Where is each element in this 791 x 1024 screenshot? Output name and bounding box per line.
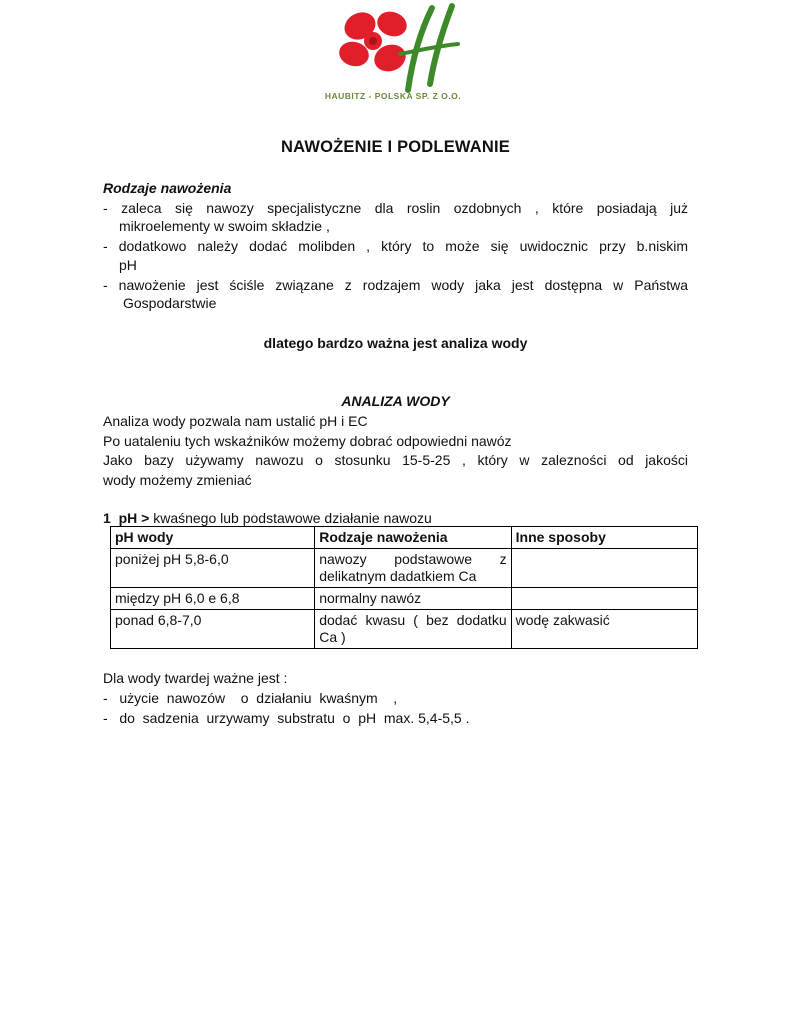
table-cell-fertilization: [315, 549, 511, 588]
table-cell-ph: między pH 6,0 e 6,8: [111, 588, 315, 610]
table-header-cell: Rodzaje nawożenia: [315, 527, 511, 549]
section-heading-water-analysis: ANALIZA WODY: [341, 393, 450, 409]
cell-line: Ca ): [319, 629, 346, 645]
table-header-cell: Inne sposoby: [511, 527, 697, 549]
paragraph-line: Analiza wody pozwala nam ustalić pH i EC: [103, 413, 368, 429]
table-header-row: [111, 527, 698, 549]
table-row: [111, 588, 698, 610]
list-item-line: - do sadzenia urzywamy substratu o pH max. 5,4-5,5 .: [103, 710, 470, 726]
list-item-continuation: Gospodarstwie: [123, 295, 217, 311]
logo-caption: HAUBITZ - POLSKA SP. Z O.O.: [324, 91, 462, 101]
paragraph-line: Po uataleniu tych wskaźników możemy dobrać odpowiedni nawóz: [103, 433, 512, 449]
cell-line: delikatnym dadatkiem Ca: [319, 568, 477, 584]
table-caption: [103, 509, 432, 527]
paragraph-line: Jako bazy używamy nawozu o stosunku 15-5-25 , który w zalezności od jakości: [103, 452, 688, 468]
table-row: [111, 549, 698, 588]
list-item-line: - użycie nawozów o działaniu kwaśnym ,: [103, 690, 398, 706]
table-cell-fertilization: normalny nawóz: [315, 588, 511, 610]
paragraph-line: Dla wody twardej ważne jest :: [103, 670, 288, 686]
table-header-cell: pH wody: [111, 527, 315, 549]
cell-line: dodać kwasu ( bez dodatku: [319, 612, 507, 628]
list-item-line: - nawożenie jest ściśle związane z rodzajem wody jaka jest dostępna w Państwa: [103, 277, 688, 293]
paragraph-line: wody możemy zmieniać: [103, 472, 252, 488]
table-cell-other: wodę zakwasić: [511, 610, 697, 649]
table-cell-other: [511, 588, 697, 610]
document-title: NAWOŻENIE I PODLEWANIE: [281, 138, 510, 156]
list-item-continuation: mikroelementy w swoim składzie ,: [119, 218, 330, 234]
table-cell-other: [511, 549, 697, 588]
emphasis-line: dlatego bardzo ważna jest analiza wody: [263, 335, 528, 351]
fertilization-table: [110, 526, 698, 649]
flower-icon: [336, 7, 410, 75]
table-caption-ph: pH >: [118, 510, 150, 526]
cell-line: nawozy podstawowe z: [319, 551, 507, 567]
table-cell-ph: ponad 6,8-7,0: [111, 610, 315, 649]
list-item-continuation: pH: [119, 257, 137, 273]
table-caption-text: kwaśnego lub podstawowe działanie nawozu: [149, 510, 432, 526]
company-logo: [330, 2, 470, 102]
section-heading-fertilization-types: Rodzaje nawożenia: [103, 180, 232, 196]
table-cell-fertilization: [315, 610, 511, 649]
list-item-line: - zaleca się nawozy specjalistyczne dla roslin ozdobnych , które posiadają już: [103, 200, 688, 216]
table-cell-ph: poniżej pH 5,8-6,0: [111, 549, 315, 588]
table-number: 1: [103, 510, 111, 526]
h-letter-icon: [400, 6, 458, 90]
table-row: [111, 610, 698, 649]
list-item-line: - dodatkowo należy dodać molibden , który to może się uwidocznic przy b.niskim: [103, 238, 688, 254]
